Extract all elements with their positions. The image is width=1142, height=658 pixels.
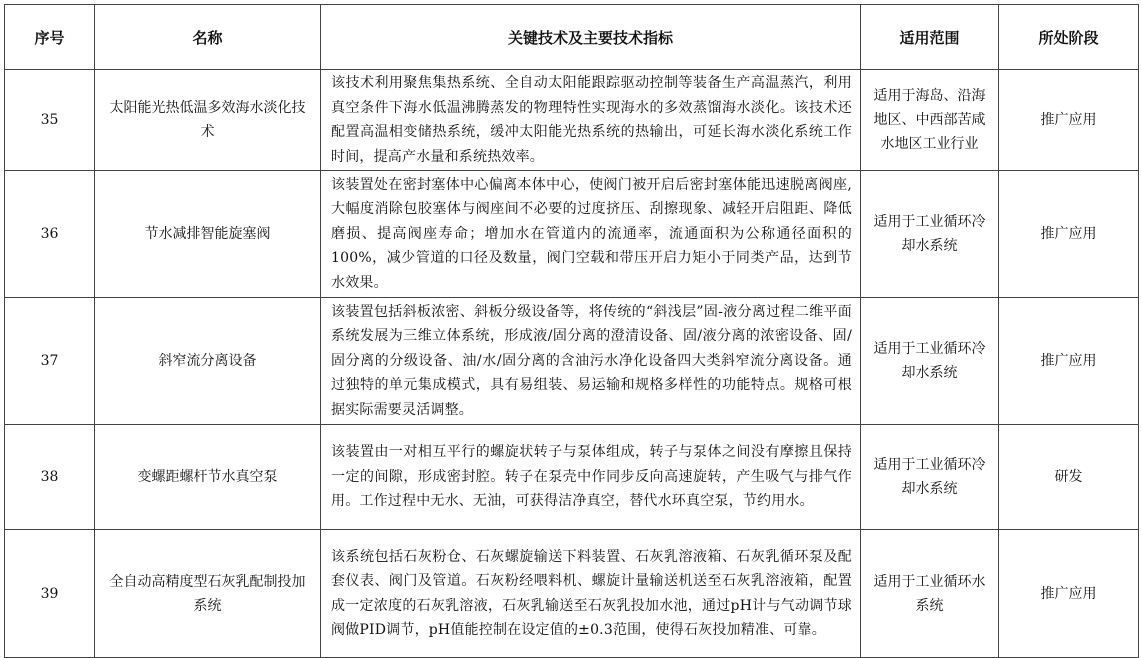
table-row: [5, 298, 1139, 425]
row-stage: 推广应用: [999, 530, 1139, 658]
row-stage: 推广应用: [999, 171, 1139, 298]
table-row: [5, 171, 1139, 298]
table-row: [5, 425, 1139, 530]
row-number: 36: [5, 171, 95, 298]
technology-table: [4, 4, 1139, 658]
row-name: 节水减排智能旋塞阀: [95, 171, 321, 298]
row-name: 斜窄流分离设备: [95, 298, 321, 425]
table-header-row: [5, 5, 1139, 70]
header-serial-number: 序号: [5, 5, 95, 70]
row-name: 全自动高精度型石灰乳配制投加系统: [95, 530, 321, 658]
row-number: 38: [5, 425, 95, 530]
row-description: 该技术利用聚焦集热系统、全自动太阳能跟踪驱动控制等装备生产高温蒸汽，利用真空条件下海水低温沸腾蒸发的物理特性实现海水的多效蒸馏海水淡化。该技术还配置高温相变储热系统，缓冲太阳能光热系统的热输出，可延长海水淡化系统工作时间，提高产水量和系统热效率。: [321, 70, 861, 171]
row-description: 该装置处在密封塞体中心偏离本体中心，使阀门被开启后密封塞体能迅速脱离阀座,大幅度消除包胶塞体与阀座间不必要的过度挤压、刮擦现象、减轻开启阻距、降低磨损、提高阀座寿命；增加水在管道内的流通率，流通面积为公称通径面积的100%，减少管道的口径及数量，阀门空载和带压开启力矩小于同类产品，达到节水效果。: [321, 171, 861, 298]
row-description: 该装置由一对相互平行的螺旋状转子与泵体组成，转子与泵体之间没有摩擦且保持一定的间隙，形成密封腔。转子在泵壳中作同步反向高速旋转，产生吸气与排气作用。工作过程中无水、无油，可获得洁净真空，替代水环真空泵，节约用水。: [321, 425, 861, 530]
row-stage: 推广应用: [999, 298, 1139, 425]
row-scope: 适用于工业循环冷却水系统: [861, 298, 999, 425]
row-stage: 研发: [999, 425, 1139, 530]
row-scope: 适用于工业循环冷却水系统: [861, 171, 999, 298]
row-stage: 推广应用: [999, 70, 1139, 171]
row-scope: 适用于工业循环水系统: [861, 530, 999, 658]
header-stage: 所处阶段: [999, 5, 1139, 70]
header-key-technology: 关键技术及主要技术指标: [321, 5, 861, 70]
row-description: 该装置包括斜板浓密、斜板分级设备等，将传统的“斜浅层”固-液分离过程二维平面系统发展为三维立体系统，形成液/固分离的澄清设备、固/液分离的浓密设备、固/固分离的分级设备、油/水/固分离的含油污水净化设备四大类斜窄流分离设备。通过独特的单元集成模式，具有易组装、易运输和规格多样性的功能特点。规格可根据实际需要灵活调整。: [321, 298, 861, 425]
header-scope: 适用范围: [861, 5, 999, 70]
row-name: 变螺距螺杆节水真空泵: [95, 425, 321, 530]
row-scope: 适用于工业循环冷却水系统: [861, 425, 999, 530]
row-number: 39: [5, 530, 95, 658]
row-description: 该系统包括石灰粉仓、石灰螺旋输送下料装置、石灰乳溶液箱、石灰乳循环泵及配套仪表、阀门及管道。石灰粉经喂料机、螺旋计量输送机送至石灰乳溶液箱，配置成一定浓度的石灰乳溶液，石灰乳输送至石灰乳投加水池，通过pH计与气动调节球阀做PID调节，pH值能控制在设定值的±0.3范围，使得石灰投加精准、可靠。: [321, 530, 861, 658]
row-number: 37: [5, 298, 95, 425]
row-name: 太阳能光热低温多效海水淡化技术: [95, 70, 321, 171]
header-name: 名称: [95, 5, 321, 70]
row-number: 35: [5, 70, 95, 171]
table-row: [5, 70, 1139, 171]
row-scope: 适用于海岛、沿海地区、中西部苦咸水地区工业行业: [861, 70, 999, 171]
table-row: [5, 530, 1139, 658]
